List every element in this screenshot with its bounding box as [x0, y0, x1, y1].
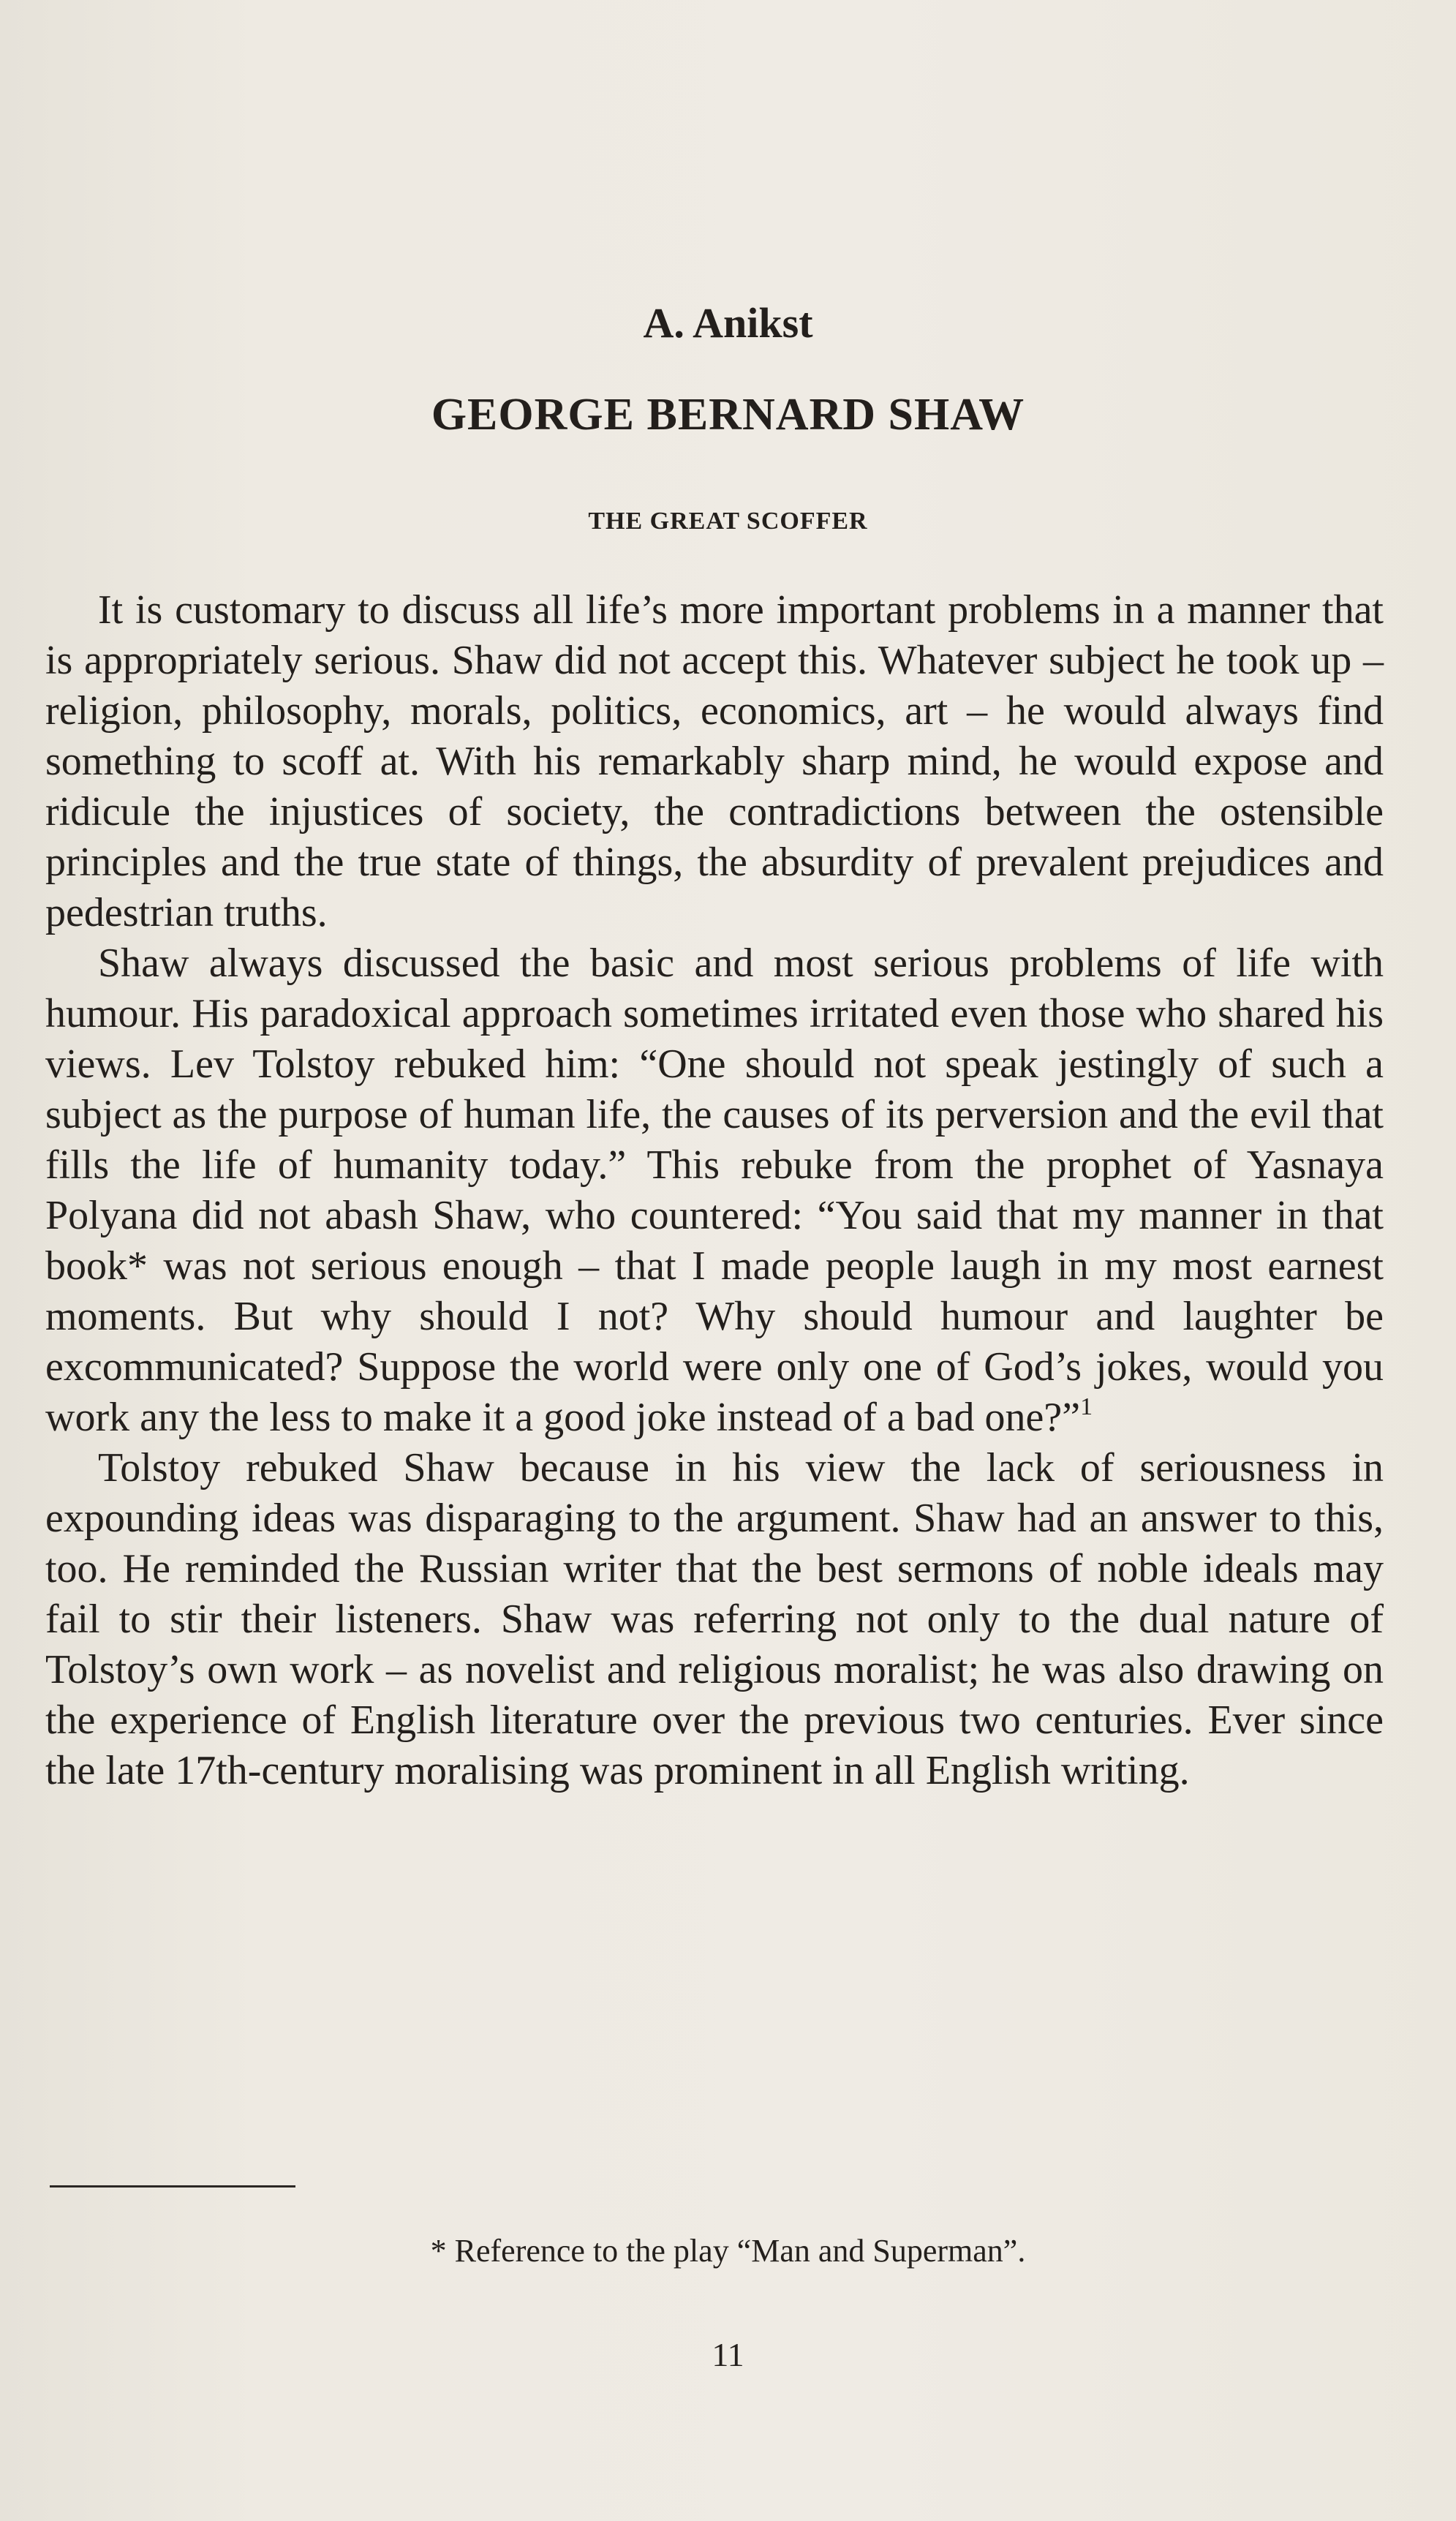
chapter-title: GEORGE BERNARD SHAW [431, 390, 1025, 440]
paragraph-text: Shaw always discussed the basic and most serious problems of life with humour. His paradoxical approach sometimes irritated even those who shared his views. Lev Tolstoy rebuked him: “One should not speak jestingly of such a subject as the purpose of human life, the causes of its perversion and the evil that fills the life of humanity today.” This rebuke from the prophet of Yasnaya Polyana did not abash Shaw, who countered: “You said that my manner in that book* was not serious enough – that I made people laugh in my most earnest moments. But why should I not? Why should humour and laughter be excommunicated? Suppose the world were only one of God’s jokes, would you work any the less to make it a good joke instead of a bad one?” [45, 941, 1384, 1440]
paragraph-text: Tolstoy rebuked Shaw because in his view the lack of seriousness in expounding ideas was disparaging to the argument. Shaw had an answer to this, too. He reminded the Russian writer that the best sermons of noble ideals may fail to stir their listeners. Shaw was referring not only to the dual nature of Tolstoy’s own work – as novelist and religious moralist; he was also drawing on the experience of English literature over the previous two centuries. Ever since the late 17th-century moralising was prominent in all English writing. [45, 1445, 1384, 1793]
paragraph [45, 585, 1384, 938]
footnote: * Reference to the play “Man and Superman”. [430, 2233, 1026, 2269]
paragraph-text: It is customary to discuss all life’s more important problems in a manner that is appropriately serious. Shaw did not accept this. Whatever subject he took up – religion, philosophy, morals, politics, economics, art – he would always find something to scoff at. With his remarkably sharp mind, he would expose and ridicule the injustices of society, the contradictions between the ostensible principles and the true state of things, the absurdity of prevalent prejudices and pedestrian truths. [45, 587, 1384, 935]
footnote-rule [50, 2185, 295, 2187]
body-text [45, 585, 1384, 1796]
chapter-subtitle: THE GREAT SCOFFER [588, 508, 868, 535]
endnote-marker: 1 [1080, 1393, 1093, 1420]
paragraph [45, 938, 1384, 1443]
author-name: A. Anikst [643, 299, 813, 347]
page-number: 11 [712, 2336, 744, 2373]
paragraph [45, 1443, 1384, 1796]
